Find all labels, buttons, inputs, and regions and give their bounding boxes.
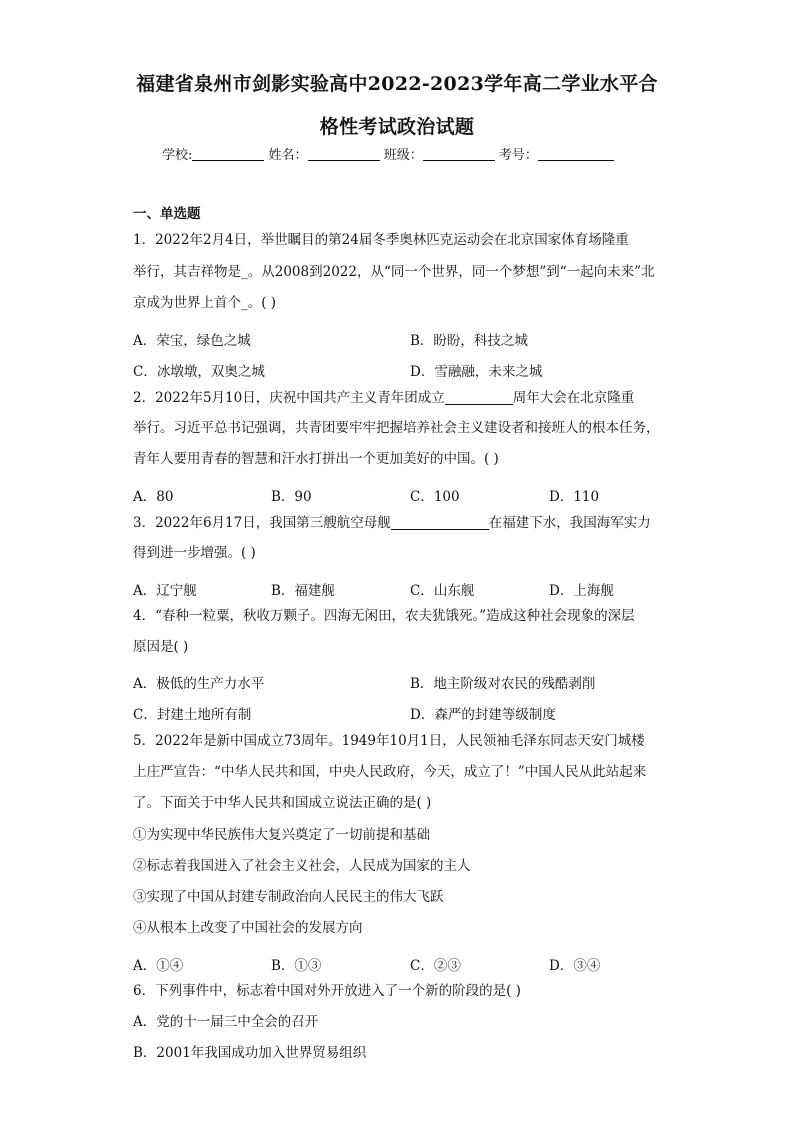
q5-statement: ④从根本上改变了中国社会的发展方向 (133, 920, 363, 936)
q5-statement: ①为实现中华民族伟大复兴奠定了一切前提和基础 (133, 827, 430, 843)
q5-statement: ③实现了中国从封建专制政治向人民民主的伟大飞跃 (133, 889, 444, 905)
q3-option-c[interactable]: C．山东舰 (410, 583, 475, 599)
section-title: 一、单选题 (133, 206, 201, 222)
q5-option-b[interactable]: B．①③ (271, 958, 322, 974)
number-blank[interactable] (538, 148, 614, 161)
q1-option-c[interactable]: C．冰墩墩，双奥之城 (133, 364, 265, 380)
class-label: 班级： (383, 148, 423, 163)
q2-answer-blank[interactable] (445, 391, 513, 405)
number-label: 考号： (498, 148, 538, 163)
exam-title-line2: 格性考试政治试题 (319, 116, 475, 138)
school-blank[interactable] (192, 148, 264, 161)
class-blank[interactable] (423, 148, 495, 161)
student-info-row (162, 144, 614, 163)
q4-line: 原因是( ) (133, 639, 189, 655)
q3-text-pre: 3．2022年6月17日，我国第三艘航空母舰 (133, 515, 391, 531)
q2-line (133, 391, 634, 406)
q5-line: 5．2022年是新中国成立73周年。1949年10月1日，人民领袖毛泽东同志天安门城楼 (133, 733, 645, 749)
q4-line: 4．“春种一粒粟，秋收万颗子。四海无闲田，农夫犹饿死。”造成这种社会现象的深层 (133, 608, 635, 624)
q5-line: 了。下面关于中华人民共和国成立说法正确的是( ) (133, 795, 432, 811)
q4-option-b[interactable]: B．地主阶级对农民的残酷剥削 (410, 676, 596, 692)
q3-line (133, 516, 651, 531)
name-blank[interactable] (308, 148, 380, 161)
school-label: 学校: (162, 148, 193, 163)
q1-line: 京成为世界上首个_。( ) (133, 295, 277, 311)
q3-line: 得到进一步增强。( ) (133, 545, 256, 561)
q1-line: 举行，其吉祥物是_。从2008到2022，从“同一个世界，同一个梦想”到“一起向未来”北 (133, 264, 655, 280)
q4-option-a[interactable]: A．极低的生产力水平 (133, 676, 265, 692)
q1-option-b[interactable]: B．盼盼，科技之城 (410, 333, 528, 349)
q6-option-b[interactable]: B．2001年我国成功加入世界贸易组织 (133, 1045, 367, 1061)
q2-line: 青年人要用青春的智慧和汗水打拼出一个更加美好的中国。( ) (133, 451, 499, 467)
q4-option-d[interactable]: D．森严的封建等级制度 (410, 707, 556, 723)
exam-title-line1: 福建省泉州市剑影实验高中2022-2023学年高二学业水平合 (136, 73, 658, 95)
q3-option-d[interactable]: D．上海舰 (549, 583, 614, 599)
q4-option-c[interactable]: C．封建土地所有制 (133, 707, 252, 723)
q6-option-a[interactable]: A．党的十一届三中全会的召开 (133, 1014, 319, 1030)
q5-line: 上庄严宣告：“中华人民共和国，中央人民政府，今天，成立了！”中国人民从此站起来 (133, 764, 647, 780)
q5-option-c[interactable]: C．②③ (410, 958, 461, 974)
q2-text-post: 周年大会在北京隆重 (512, 390, 635, 406)
q3-answer-blank[interactable] (391, 516, 489, 530)
q2-text-pre: 2．2022年5月10日，庆祝中国共产主义青年团成立 (133, 390, 445, 406)
q3-option-a[interactable]: A．辽宁舰 (133, 583, 197, 599)
q6-line: 6．下列事件中，标志着中国对外开放进入了一个新的阶段的是( ) (133, 983, 521, 999)
q3-option-b[interactable]: B．福建舰 (271, 583, 335, 599)
q2-option-a[interactable]: A．80 (133, 489, 174, 505)
q2-option-d[interactable]: D．110 (549, 489, 600, 505)
q3-text-post: 在福建下水，我国海军实力 (488, 515, 651, 531)
q1-line: 1．2022年2月4日，举世瞩目的第24届冬季奥林匹克运动会在北京国家体育场隆重 (133, 232, 629, 248)
q5-option-d[interactable]: D．③④ (549, 958, 601, 974)
q2-line: 举行。习近平总书记强调，共青团要牢牢把握培养社会主义建设者和接班人的根本任务， (133, 420, 660, 436)
q5-statement: ②标志着我国进入了社会主义社会，人民成为国家的主人 (133, 858, 471, 874)
q2-option-c[interactable]: C．100 (410, 489, 460, 505)
q1-option-d[interactable]: D．雪融融，未来之城 (410, 364, 543, 380)
q2-option-b[interactable]: B．90 (271, 489, 312, 505)
q1-option-a[interactable]: A．荣宝，绿色之城 (133, 333, 251, 349)
q5-option-a[interactable]: A．①④ (133, 958, 184, 974)
name-label: 姓名： (268, 148, 308, 163)
